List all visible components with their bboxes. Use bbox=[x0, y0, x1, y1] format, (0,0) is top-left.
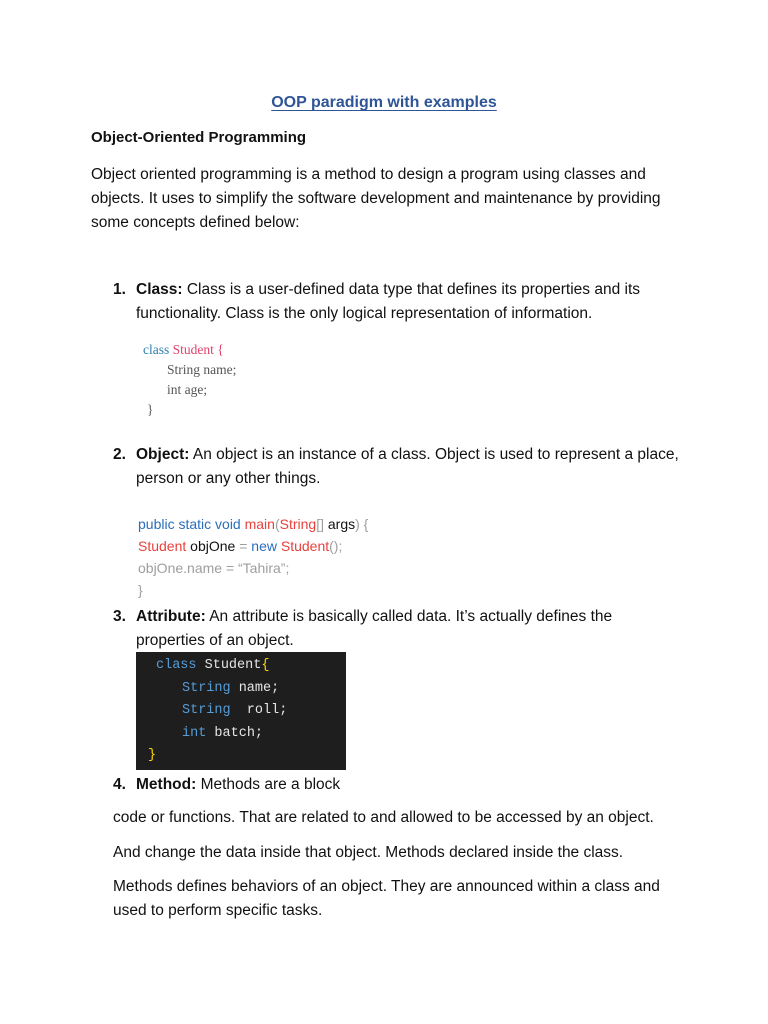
intro-paragraph: Object oriented programming is a method to design a program using classes and objects. It uses to simplify the software development and maintenance by providing some concepts defined below: bbox=[91, 166, 661, 231]
term-description: An attribute is basically called data. It’s actually defines the properties of an object. bbox=[136, 608, 613, 649]
code-line: objOne.name = “Tahira”; bbox=[138, 560, 290, 576]
code-punct: ( bbox=[274, 516, 280, 532]
code-variable: objOne bbox=[190, 538, 236, 554]
code-keyword: new bbox=[251, 538, 277, 554]
code-arg: args bbox=[327, 516, 356, 532]
code-punct: = bbox=[235, 538, 252, 554]
code-type: Student bbox=[138, 538, 187, 554]
list-item-class bbox=[113, 278, 683, 326]
code-brace: } bbox=[147, 402, 154, 417]
code-keyword: class bbox=[156, 658, 197, 673]
code-function-name: main bbox=[244, 516, 275, 532]
document-title bbox=[0, 94, 768, 112]
code-line: String name; bbox=[167, 362, 237, 377]
list-item-attribute bbox=[113, 605, 683, 653]
code-brace: { bbox=[261, 658, 270, 673]
code-variable: roll; bbox=[230, 703, 288, 718]
method-paragraph: And change the data inside that object. Methods declared inside the class. bbox=[113, 844, 624, 861]
code-line: int age; bbox=[167, 382, 208, 397]
code-keyword: public static void bbox=[138, 516, 241, 532]
code-punct: ) { bbox=[355, 516, 369, 532]
code-type: String bbox=[182, 703, 231, 718]
code-class-name: Student bbox=[196, 658, 262, 673]
term-description: Methods are a block bbox=[196, 776, 341, 793]
method-paragraph: Methods defines behaviors of an object. They are announced within a class and used to perform specific tasks. bbox=[113, 878, 660, 919]
term-label: Method: bbox=[136, 776, 197, 793]
code-brace: } bbox=[138, 582, 143, 598]
method-paragraph: code or functions. That are related to and allowed to be accessed by an object. bbox=[113, 809, 654, 826]
code-variable: name; bbox=[230, 680, 280, 696]
code-example-class bbox=[143, 340, 236, 420]
term-label: Attribute: bbox=[136, 608, 206, 625]
code-type: Student bbox=[280, 538, 330, 554]
code-type: String bbox=[182, 680, 231, 696]
code-punct: (); bbox=[329, 538, 343, 554]
code-variable: batch; bbox=[206, 725, 264, 741]
term-label: Object: bbox=[136, 446, 190, 463]
code-keyword: class bbox=[143, 342, 170, 357]
section-heading: Object-Oriented Programming bbox=[91, 129, 307, 146]
code-class-name: Student bbox=[172, 342, 214, 357]
code-example-object bbox=[138, 513, 368, 601]
code-example-attribute bbox=[136, 652, 346, 770]
term-label: Class: bbox=[136, 281, 183, 298]
list-number: 1. bbox=[113, 281, 126, 298]
code-type: String bbox=[279, 516, 317, 532]
term-description: An object is an instance of a class. Object is used to represent a place, person or any other things. bbox=[136, 446, 679, 487]
list-item-object bbox=[113, 443, 683, 491]
code-punct: [] bbox=[316, 516, 324, 532]
code-brace: } bbox=[148, 748, 157, 763]
document-title-text: OOP paradigm with examples bbox=[271, 94, 497, 111]
list-number: 2. bbox=[113, 446, 126, 463]
term-description: Class is a user-defined data type that defines its properties and its functionality. Class is the only logical representation of information. bbox=[136, 281, 641, 322]
list-item-method bbox=[113, 773, 683, 797]
list-number: 4. bbox=[113, 776, 126, 793]
code-type: int bbox=[182, 725, 207, 741]
list-number: 3. bbox=[113, 608, 126, 625]
code-brace: { bbox=[213, 342, 224, 357]
